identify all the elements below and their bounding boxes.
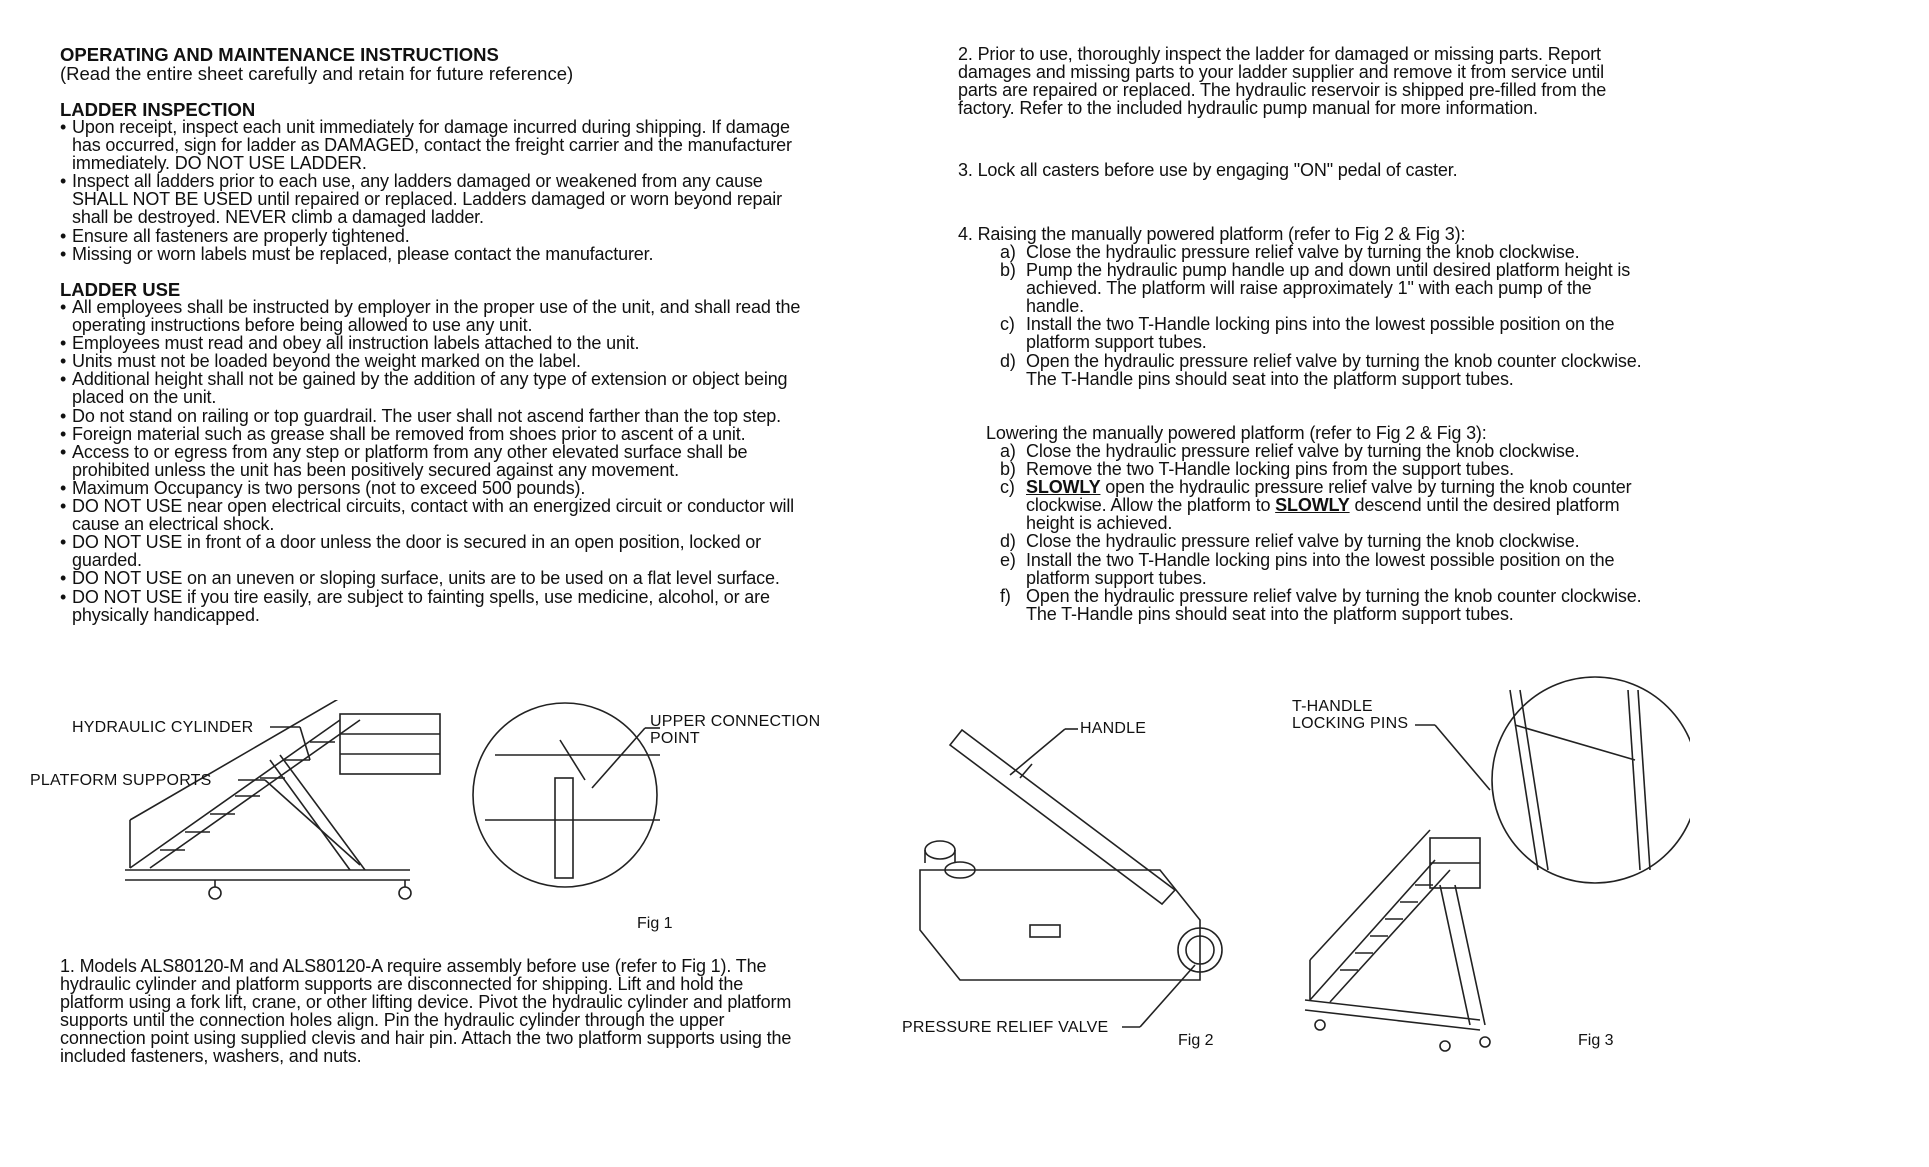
- list-item: • Employees must read and obey all instruction labels attached to the unit.: [60, 334, 805, 352]
- list-item: • All employees shall be instructed by employer in the proper use of the unit, and shall read the operating instructions before being allowed to use any unit.: [60, 298, 805, 334]
- list-item: c) Install the two T-Handle locking pins into the lowest possible position on the platform support tubes.: [1000, 314, 1615, 353]
- fig2-illustration: [900, 720, 1260, 1040]
- list-item: c) SLOWLY open the hydraulic pressure relief valve by turning the knob counter clockwise. Allow the platform to SLOWLY descend until the desired platform height is achieved.: [1000, 477, 1632, 534]
- callout-upper-connection: UPPER CONNECTION: [650, 713, 821, 730]
- raise-steps: [1000, 243, 1645, 388]
- step-1-text: 1. Models ALS80120-M and ALS80120-A require assembly before use (refer to Fig 1). The hydraulic cylinder and platform supports are disconnected for shipping. Lift and hold the platform using a fork lift, crane, or other lifting device. Pivot the hydraulic cylinder and platform supports until the connection holes align. Pin the hydraulic cylinder through the upper connection point using supplied clevis and hair pin. Attach the two platform supports using the included fasteners, washers, and nuts.: [60, 956, 792, 1067]
- callout-platform-supports: PLATFORM SUPPORTS: [30, 772, 212, 789]
- list-item: • Missing or worn labels must be replaced, please contact the manufacturer.: [60, 245, 800, 263]
- list-item: d) Open the hydraulic pressure relief valve by turning the knob counter clockwise. The T-Handle pins should seat into the platform support tubes.: [1000, 350, 1642, 389]
- lower-steps: [1000, 442, 1645, 623]
- callout-hydraulic-cylinder: HYDRAULIC CYLINDER: [72, 719, 254, 736]
- step-3-text: 3. Lock all casters before use by engaging "ON" pedal of caster.: [958, 160, 1458, 180]
- callout-t-handle: T-HANDLE: [1292, 698, 1373, 715]
- list-item: e) Install the two T-Handle locking pins into the lowest possible position on the platform support tubes.: [1000, 549, 1615, 588]
- list-item: a) Close the hydraulic pressure relief valve by turning the knob clockwise.: [1000, 242, 1580, 262]
- list-item: • Additional height shall not be gained by the addition of any type of extension or object being placed on the unit.: [60, 370, 805, 406]
- list-item: • Upon receipt, inspect each unit immediately for damage incurred during shipping. If damage has occurred, sign for ladder as DAMAGED, contact the freight carrier and the manufacturer immediately. DO NOT USE LADDER.: [60, 118, 800, 172]
- list-item: • Inspect all ladders prior to each use, any ladders damaged or weakened from any cause SHALL NOT BE USED until repaired or replaced. Ladders damaged or worn beyond repair shall be destroyed. NEVER climb a damaged ladder.: [60, 172, 800, 226]
- document-subtitle: (Read the entire sheet carefully and retain for future reference): [60, 63, 574, 84]
- callout-handle: HANDLE: [1080, 720, 1147, 737]
- list-item: • DO NOT USE in front of a door unless the door is secured in an open position, locked or guarded.: [60, 533, 805, 569]
- list-item: f) Open the hydraulic pressure relief valve by turning the knob counter clockwise. The T-Handle pins should seat into the platform support tubes.: [1000, 585, 1642, 624]
- step-4-raise-intro: 4. Raising the manually powered platform (refer to Fig 2 & Fig 3):: [958, 224, 1466, 244]
- callout-pressure-relief-valve: PRESSURE RELIEF VALVE: [902, 1019, 1109, 1036]
- list-item: • DO NOT USE on an uneven or sloping surface, units are to be used on a flat level surface.: [60, 569, 805, 587]
- callout-locking-pins: LOCKING PINS: [1292, 715, 1409, 732]
- list-item: • Maximum Occupancy is two persons (not to exceed 500 pounds).: [60, 479, 805, 497]
- callout-upper-connection-point: POINT: [650, 730, 700, 747]
- fig1-illustration: [20, 700, 670, 940]
- document-title: OPERATING AND MAINTENANCE INSTRUCTIONS: [60, 44, 499, 65]
- list-item: • Access to or egress from any step or platform from any other elevated surface shall be prohibited unless the unit has been positively secured against any movement.: [60, 443, 805, 479]
- list-item: b) Pump the hydraulic pump handle up and down until desired platform height is achieved. The platform will raise approximately 1" with each pump of the handle.: [1000, 260, 1631, 317]
- list-item: • Do not stand on railing or top guardrail. The user shall not ascend farther than the top step.: [60, 407, 805, 425]
- list-item: • Foreign material such as grease shall be removed from shoes prior to ascent of a unit.: [60, 425, 805, 443]
- list-item: • DO NOT USE if you tire easily, are subject to fainting spells, use medicine, alcohol, or are physically handicapped.: [60, 588, 805, 624]
- list-item: • Units must not be loaded beyond the weight marked on the label.: [60, 352, 805, 370]
- use-heading: LADDER USE: [60, 279, 181, 300]
- inspection-list: [60, 118, 800, 263]
- list-item: • DO NOT USE near open electrical circuits, contact with an energized circuit or conductor will cause an electrical shock.: [60, 497, 805, 533]
- fig3-label: Fig 3: [1578, 1032, 1614, 1049]
- list-item: • Ensure all fasteners are properly tightened.: [60, 227, 800, 245]
- list-item: d) Close the hydraulic pressure relief valve by turning the knob clockwise.: [1000, 531, 1580, 552]
- fig2-label: Fig 2: [1178, 1032, 1214, 1049]
- list-item: b) Remove the two T-Handle locking pins from the support tubes.: [1000, 459, 1514, 480]
- fig1-label: Fig 1: [637, 915, 673, 932]
- inspection-heading: LADDER INSPECTION: [60, 99, 256, 120]
- use-list: [60, 298, 805, 624]
- list-item: a) Close the hydraulic pressure relief valve by turning the knob clockwise.: [1000, 441, 1580, 461]
- step-2-text: 2. Prior to use, thoroughly inspect the ladder for damaged or missing parts. Report damages and missing parts to your ladder supplier and remove it from service until parts are repaired or replaced. The hydraulic reservoir is shipped pre-filled from the factory. Refer to the included hydraulic pump manual for more information.: [958, 44, 1607, 119]
- step-4-lower-intro: Lowering the manually powered platform (refer to Fig 2 & Fig 3):: [986, 423, 1487, 443]
